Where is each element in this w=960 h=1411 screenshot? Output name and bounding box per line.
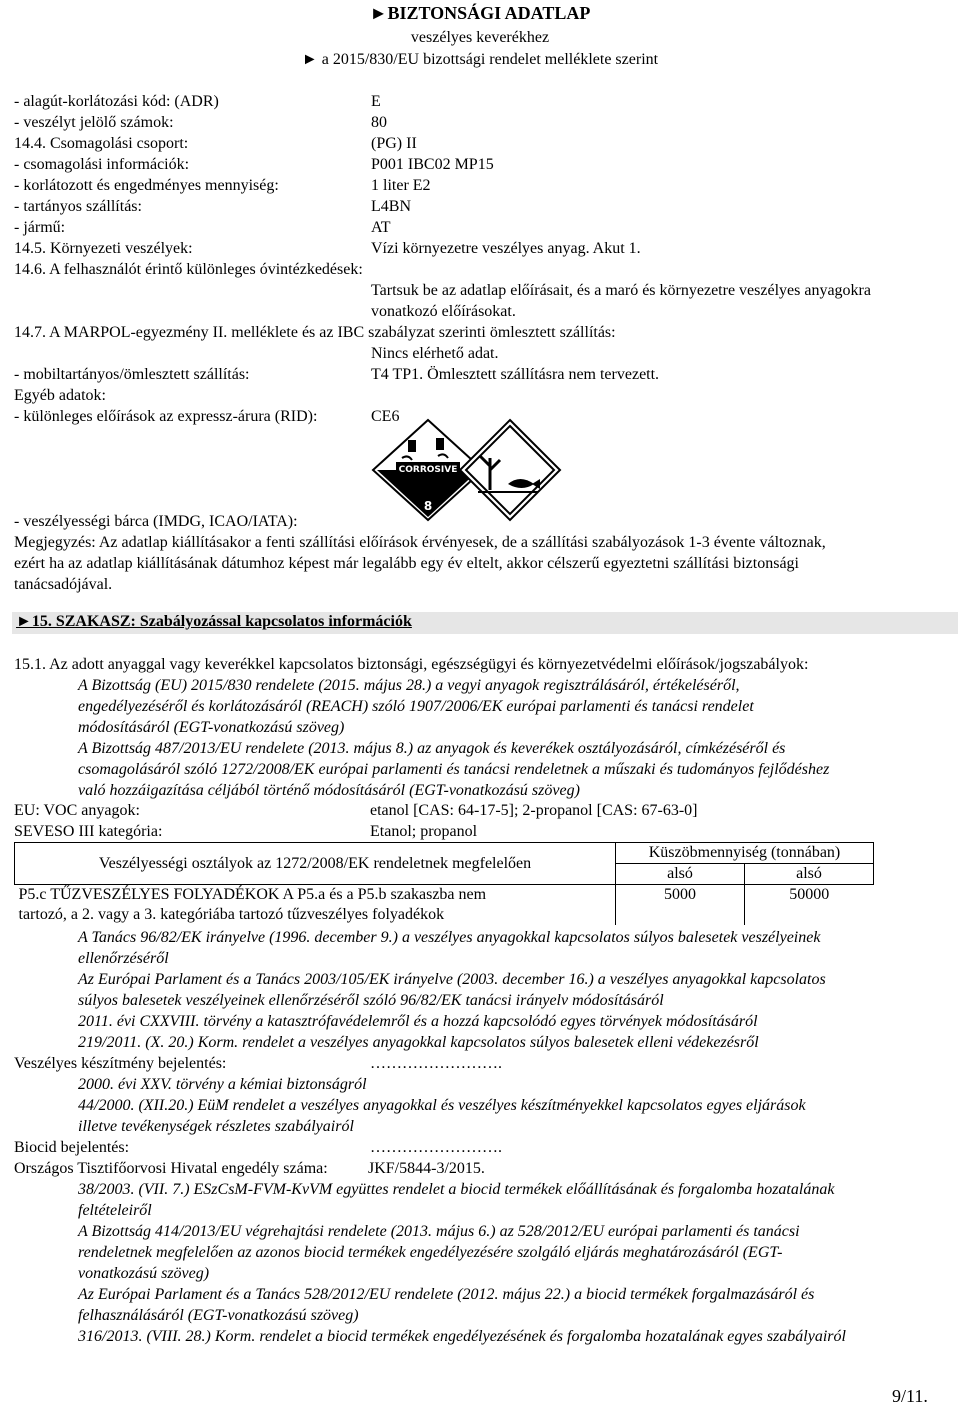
biocid-value: ……………………. (370, 1139, 502, 1156)
table-row (15, 885, 874, 926)
reference-line: Az Európai Parlament és a Tanács 2003/105/EK irányelve (2003. december 16.) a veszélyes anyagokkal kapcsolatos (78, 971, 826, 988)
row-label: - veszélyt jelölő számok: (14, 114, 174, 131)
seveso-label: SEVESO III kategória: (14, 823, 163, 840)
mobil-label: - mobiltartányos/ömlesztett szállítás: (14, 366, 250, 383)
barca-label: - veszélyességi bárca (IMDG, ICAO/IATA): (14, 513, 298, 530)
reference-line: csomagolásáról szóló 1272/2008/EK európai parlamenti és tanácsi rendeletnek a műszaki és tudományos fejlődéshez (78, 761, 830, 778)
table-header-threshold: Küszöbmennyiség (tonnában) (616, 843, 874, 864)
row-label: - tartányos szállítás: (14, 198, 142, 215)
seveso-table (14, 842, 874, 925)
reference-line: 219/2011. (X. 20.) Korm. rendelet a veszélyes anyagokkal kapcsolatos súlyos balesetek elleni védekezésről (78, 1034, 759, 1051)
row-value: P001 IBC02 MP15 (371, 156, 494, 173)
table-cell-value: 5000 (616, 885, 745, 926)
egyeb-label: Egyéb adatok: (14, 387, 106, 404)
row-label: 14.5. Környezeti veszélyek: (14, 240, 193, 257)
reference-line: 2011. évi CXXVIII. törvény a katasztrófavédelemről és a hozzá kapcsolódó egyes törvények módosításáról (78, 1013, 758, 1030)
reference-line: A Bizottság 487/2013/EU rendelete (2013. május 8.) az anyagok és keverékek osztályozásáról, címkézéséről és (78, 740, 786, 757)
table-subheader: alsó (616, 864, 745, 885)
section-15-header (12, 612, 958, 634)
reference-line: ellenőrzéséről (78, 950, 169, 967)
ott-label: Országos Tisztifőorvosi Hivatal engedély száma: (14, 1160, 328, 1177)
seveso-value: Etanol; propanol (370, 823, 478, 840)
section-15-title: ►15. SZAKASZ: Szabályozással kapcsolatos információk (16, 613, 412, 630)
reference-line: 2000. évi XXV. törvény a kémiai biztonságról (78, 1076, 367, 1093)
class-line: P5.c TŰZVESZÉLYES FOLYADÉKOK A P5.a és a P5.b szakaszba nem (18, 886, 487, 903)
class-number: 8 (423, 499, 433, 513)
note-line: Megjegyzés: Az adatlap kiállításakor a fenti szállítási előírások érvényesek, de a szállítási szabályozások 1-3 évente változnak, (14, 534, 826, 551)
voc-label: EU: VOC anyagok: (14, 802, 140, 819)
environment-hazard-icon (460, 420, 560, 520)
row-label: - korlátozott és engedményes mennyiség: (14, 177, 279, 194)
row-value: 80 (371, 114, 387, 131)
row-value: AT (371, 219, 391, 236)
reference-line: 44/2000. (XII.20.) EüM rendelet a veszélyes anyagokkal és veszélyes készítményekkel kapcsolatos egyes eljárások (78, 1097, 806, 1114)
reference-line: A Tanács 96/82/EK irányelve (1996. december 9.) a veszélyes anyagokkal kapcsolatos súlyos balesetek veszélyeinek (78, 929, 821, 946)
mobil-value: T4 TP1. Ömlesztett szállításra nem tervezett. (371, 366, 660, 383)
ott-value: JKF/5844-3/2015. (368, 1160, 485, 1177)
header-subtitle: veszélyes keverékhez (410, 29, 550, 46)
reference-line: súlyos balesetek veszélyeinek ellenőrzéséről szóló 96/82/EK tanácsi irányelv módosításáról (78, 992, 664, 1009)
reference-line: 38/2003. (VII. 7.) ESzCsM-FVM-KvVM együttes rendelet a biocid termékek előállításának és forgalomba hozatalának (78, 1181, 835, 1198)
header-title: ►BIZTONSÁGI ADATLAP (369, 3, 591, 23)
s147-value: Nincs elérhető adat. (371, 345, 499, 362)
s146-text: Tartsuk be az adatlap előírásait, és a maró és környezetre veszélyes anyagokra (371, 282, 871, 299)
corrosive-text: CORROSIVE (398, 465, 458, 475)
table-subheader: alsó (745, 864, 874, 885)
rid-value: CE6 (371, 408, 400, 425)
row-label: - jármű: (14, 219, 66, 236)
note-line: ezért ha az adatlap kiállításának dátumhoz képest már legalább egy év eltelt, akkor célszerű egyeztetni szállítási biztonsági (14, 555, 799, 572)
reference-line: illetve tevékenységek részletes szabályairól (78, 1118, 354, 1135)
rid-label: - különleges előírások az expressz-árura (RID): (14, 408, 318, 425)
row-value: (PG) II (371, 135, 417, 152)
row-label: - csomagolási információk: (14, 156, 190, 173)
table-header-class: Veszélyességi osztályok az 1272/2008/EK rendeletnek megfelelően (15, 843, 616, 885)
s146-text: vonatkozó előírásokat. (371, 303, 516, 320)
s151-label: 15.1. Az adott anyaggal vagy keverékkel kapcsolatos biztonsági, egészségügyi és környezetvédelmi előírások/jogszabályok: (14, 656, 809, 673)
row-label: - alagút-korlátozási kód: (ADR) (14, 93, 219, 110)
bejelentes-value: ……………………. (370, 1055, 502, 1072)
reference-line: feltételeiről (78, 1202, 152, 1219)
reference-line: rendeletnek megfelelően az azonos biocid termékek engedélyezésére szolgáló eljárás meghatározásáról (EGT- (78, 1244, 783, 1261)
hazard-pictograms (368, 418, 568, 524)
row-value: 1 liter E2 (371, 177, 431, 194)
page-number: 9/11. (892, 1386, 928, 1406)
reference-line: A Bizottság 414/2013/EU végrehajtási rendelete (2013. május 6.) az 528/2012/EU európai parlamenti és tanácsi (78, 1223, 800, 1240)
row-value: L4BN (371, 198, 411, 215)
s147-label: 14.7. A MARPOL-egyezmény II. melléklete és az IBC szabályzat szerinti ömlesztett szállítás: (14, 324, 616, 341)
bejelentes-label: Veszélyes készítmény bejelentés: (14, 1055, 227, 1072)
reference-line: Az Európai Parlament és a Tanács 528/2012/EU rendelete (2012. május 22.) a biocid termékek forgalmazásáról és (78, 1286, 815, 1303)
header-regulation: ► a 2015/830/EU bizottsági rendelet melléklete szerint (301, 51, 659, 68)
row-label: 14.4. Csomagolási csoport: (14, 135, 189, 152)
reference-line: engedélyezéséről és korlátozásáról (REACH) szóló 1907/2006/EK európai parlamenti és tanácsi rendelet (78, 698, 754, 715)
table-cell-value: 50000 (745, 885, 874, 926)
reference-line: való hozzáigazítása céljából történő módosításáról (EGT-vonatkozású szöveg) (78, 782, 580, 799)
row-value: Vízi környezetre veszélyes anyag. Akut 1. (371, 240, 641, 257)
reference-line: A Bizottság (EU) 2015/830 rendelete (2015. május 28.) a vegyi anyagok regisztrálásáról, értékeléséről, (78, 677, 740, 694)
class-line: tartozó, a 2. vagy a 3. kategóriába tartozó tűzveszélyes folyadékok (18, 906, 445, 923)
biocid-label: Biocid bejelentés: (14, 1139, 130, 1156)
reference-line: 316/2013. (VIII. 28.) Korm. rendelet a biocid termékek engedélyezésének és forgalomba hozatalának egyes szabályairól (78, 1328, 846, 1345)
reference-line: vonatkozású szöveg) (78, 1265, 210, 1282)
reference-line: felhasználásáról (EGT-vonatkozású szöveg) (78, 1307, 359, 1324)
note-line: tanácsadójával. (14, 576, 113, 593)
table-cell-class (15, 885, 616, 926)
s146-label: 14.6. A felhasználót érintő különleges óvintézkedések: (14, 261, 363, 278)
reference-line: módosításáról (EGT-vonatkozású szöveg) (78, 719, 345, 736)
voc-value: etanol [CAS: 64-17-5]; 2-propanol [CAS: 67-63-0] (370, 802, 698, 819)
row-value: E (371, 93, 381, 110)
